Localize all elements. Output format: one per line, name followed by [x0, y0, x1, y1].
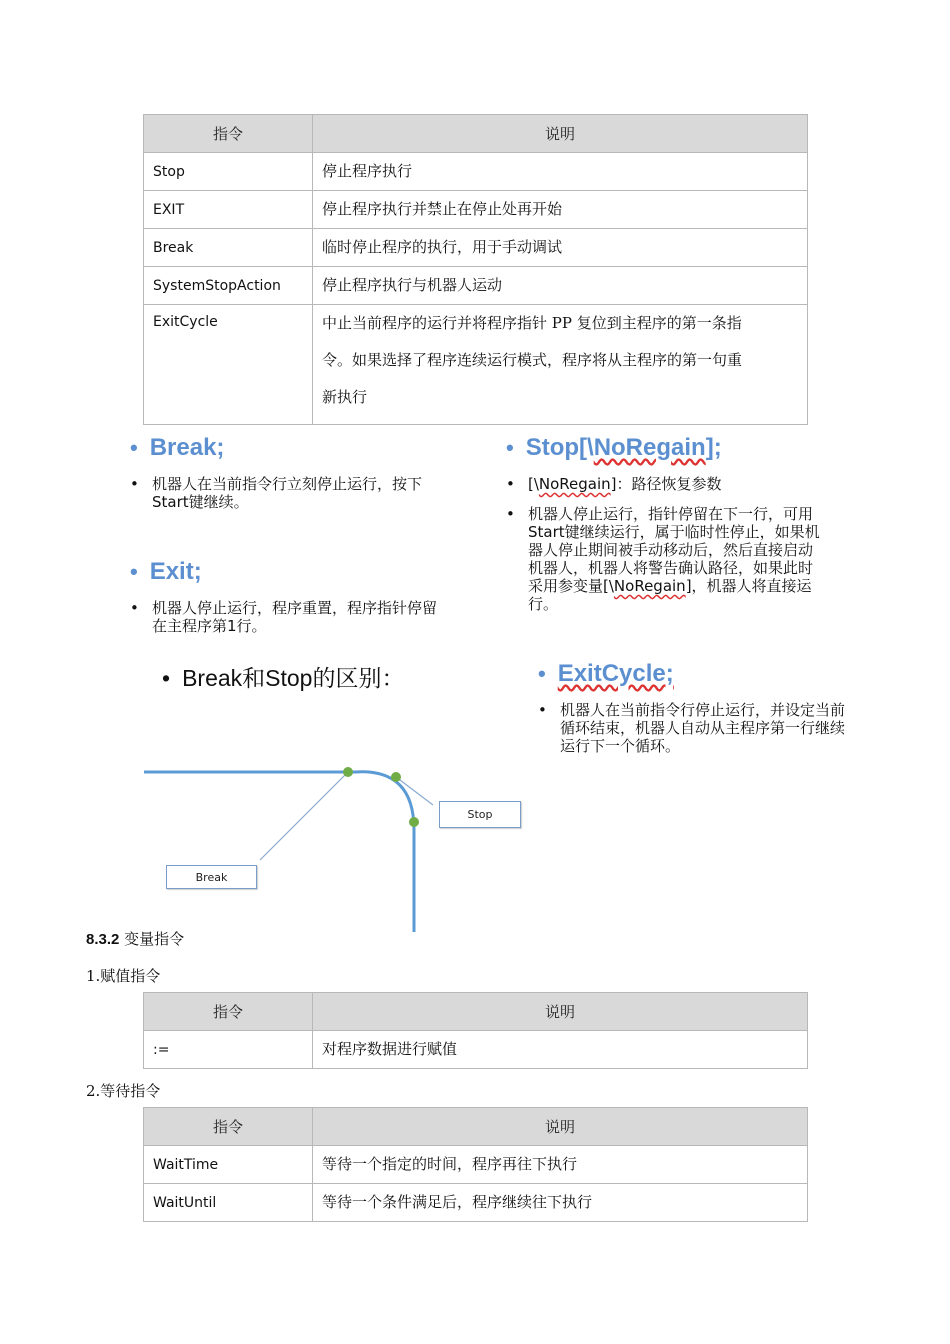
text-part: NoRegain	[613, 577, 686, 595]
text-line: 行。	[528, 595, 559, 613]
path-point	[343, 767, 353, 777]
motion-path	[144, 772, 414, 932]
instruction-table-assign	[143, 992, 808, 1069]
text-line: 机器人，机器人将警告确认路径，如果此时	[528, 559, 814, 577]
text-line: Start键继续。	[152, 493, 249, 511]
break-label-box: Break	[166, 865, 257, 889]
section-number: 8.3.2	[86, 931, 120, 948]
bullet-dot: •	[130, 435, 138, 460]
stop-label-box: Stop	[439, 801, 521, 828]
break-pointer-line	[260, 772, 348, 860]
stop-pointer-line	[396, 777, 433, 805]
text-part: 采用参变量[\	[528, 577, 614, 595]
text-line: 机器人停止运行，程序重置，程序指针停留	[152, 599, 438, 617]
cell-cmd: EXIT	[144, 191, 313, 229]
bullet-dot: •	[162, 665, 171, 691]
bullet-dot: •	[130, 475, 139, 493]
cell-desc: 对程序数据进行赋值	[313, 1031, 808, 1069]
bullet-dot: •	[538, 661, 546, 686]
path-point	[409, 817, 419, 827]
path-point	[391, 772, 401, 782]
exitcycle-title: ExitCycle;	[557, 660, 674, 687]
cell-cmd: SystemStopAction	[144, 267, 313, 305]
header-desc: 说明	[313, 993, 808, 1031]
text-line: 机器人停止运行，指针停留在下一行，可用	[528, 505, 814, 523]
bullet-dot: •	[130, 599, 139, 617]
cell-cmd: ExitCycle	[144, 305, 313, 425]
header-desc: 说明	[313, 1108, 808, 1146]
text-line: 器人停止期间被手动移动后，然后直接启动	[528, 541, 814, 559]
text-part: ]：路径恢复参数	[610, 475, 722, 493]
section-heading	[86, 928, 184, 949]
stop-title-param: NoRegain	[593, 434, 706, 461]
cell-desc: 临时停止程序的执行，用于手动调试	[313, 229, 808, 267]
exit-title: Exit;	[149, 558, 202, 585]
section-title: 变量指令	[119, 930, 185, 948]
cell-cmd: :=	[144, 1031, 313, 1069]
header-cmd: 指令	[144, 115, 313, 153]
text-line: 运行下一个循环。	[560, 737, 681, 755]
text-line: 机器人在当前指令行立刻停止运行，按下	[152, 475, 423, 493]
header-cmd: 指令	[144, 1108, 313, 1146]
table-header-row	[144, 993, 808, 1031]
bullet-dot: •	[130, 559, 138, 584]
header-desc: 说明	[313, 115, 808, 153]
cell-cmd: Break	[144, 229, 313, 267]
bullet-dot: •	[506, 475, 515, 493]
diff-title: Break和Stop的区别：	[182, 665, 405, 691]
cell-cmd: WaitTime	[144, 1146, 313, 1184]
bullet-dot: •	[538, 701, 547, 719]
stop-title-pre: Stop[\	[525, 434, 594, 461]
cell-desc: 停止程序执行并禁止在停止处再开始	[313, 191, 808, 229]
cell-desc: 停止程序执行	[313, 153, 808, 191]
table-row	[144, 1146, 808, 1184]
break-title: Break;	[149, 434, 225, 461]
cell-desc: 停止程序执行与机器人运动	[313, 267, 808, 305]
instruction-table-wait	[143, 1107, 808, 1222]
text-part: NoRegain	[538, 475, 611, 493]
cell-cmd: WaitUntil	[144, 1184, 313, 1222]
text-part: [\	[528, 475, 539, 493]
cell-desc: 等待一个条件满足后，程序继续往下执行	[313, 1184, 808, 1222]
stop-title-post: ];	[705, 434, 722, 461]
table-header-row	[144, 1108, 808, 1146]
text-line: Start键继续运行，属于临时性停止，如果机	[528, 523, 820, 541]
bullet-dot: •	[506, 505, 515, 523]
text-part: ]，机器人将直接运	[685, 577, 812, 595]
text-line: 在主程序第1行。	[152, 617, 267, 635]
bullet-dot: •	[506, 435, 514, 460]
header-cmd: 指令	[144, 993, 313, 1031]
cell-cmd: Stop	[144, 153, 313, 191]
table-row	[144, 1184, 808, 1222]
desc-line: 新执行	[322, 388, 368, 406]
subheading-assign: 1.赋值指令	[86, 967, 161, 985]
text-line: 机器人在当前指令行停止运行，并设定当前	[560, 701, 846, 719]
subheading-wait: 2.等待指令	[86, 1082, 161, 1100]
desc-line: 中止当前程序的运行并将程序指针 PP 复位到主程序的第一条指	[322, 314, 742, 332]
table-row	[144, 1031, 808, 1069]
cell-desc: 等待一个指定的时间，程序再往下执行	[313, 1146, 808, 1184]
desc-line: 令。如果选择了程序连续运行模式，程序将从主程序的第一句重	[322, 351, 743, 369]
text-line: 循环结束，机器人自动从主程序第一行继续	[560, 719, 846, 737]
